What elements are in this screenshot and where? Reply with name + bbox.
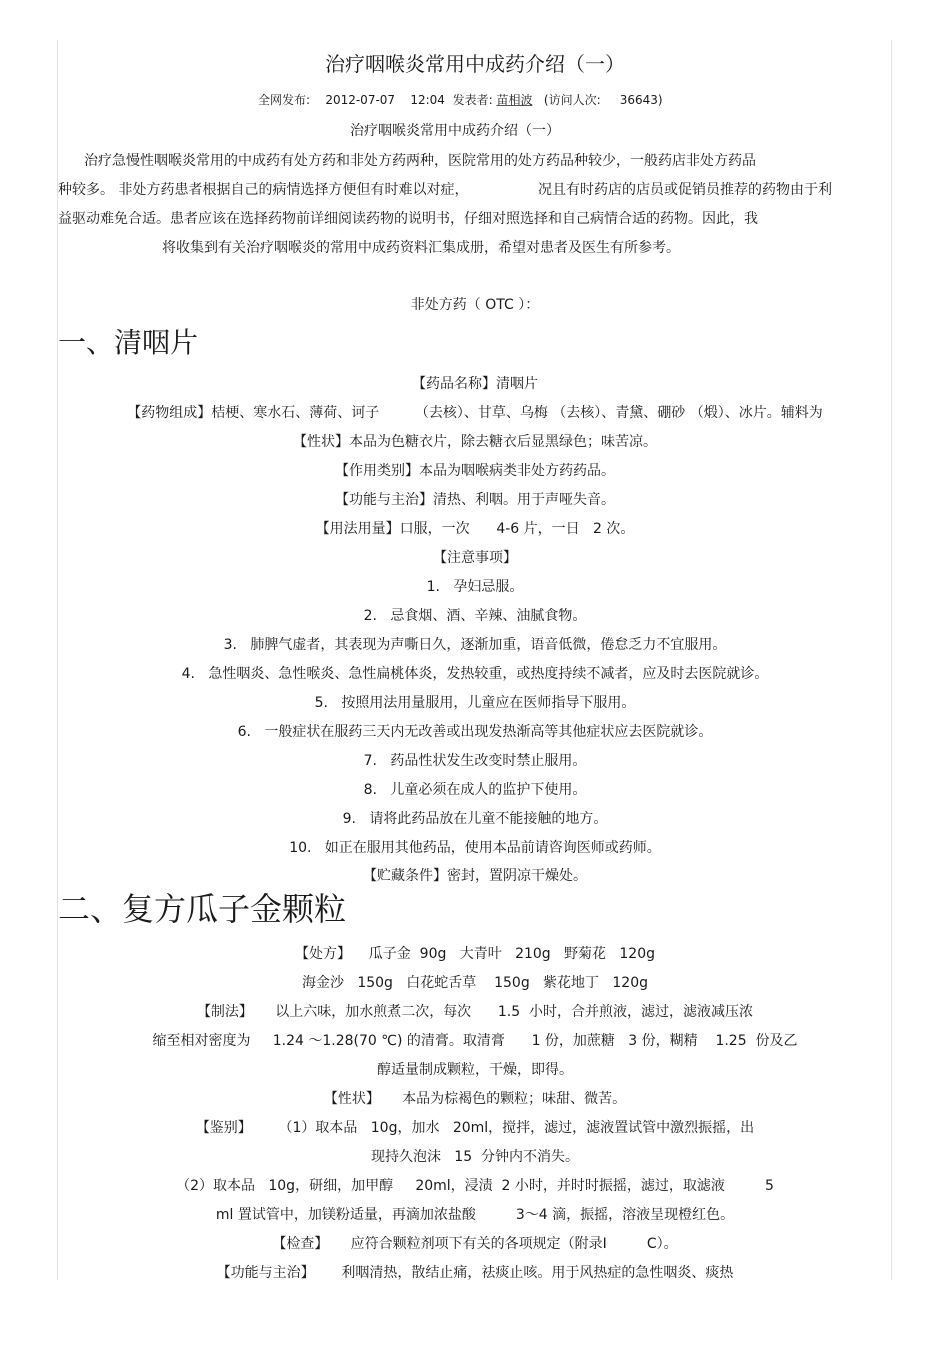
note-item: 9. 请将此药品放在儿童不能接触的地方。 (342, 811, 608, 827)
section2-line: 海金沙 150g 白花蛇舌草 150g 紫花地丁 120g (301, 975, 649, 991)
section2-line: 现持久泡沫 15 分钟内不消失。 (370, 1149, 580, 1165)
section2-line: 【性状】 本品为棕褐色的颗粒；味甜、微苦。 (323, 1091, 627, 1107)
section2-line: 缩至相对密度为 1.24 ～1.28(70 ℃) 的清膏。取清膏 1 份，加蔗糖 3 份，糊精 1.25 份及乙 (152, 1033, 798, 1049)
intro-line-2a: 种较多。 非处方药患者根据自己的病情选择方便但有时难以对症， (58, 182, 469, 198)
author-link[interactable]: 苗相波 (496, 93, 533, 107)
note-item: 5. 按照用法用量服用，儿童应在医师指导下服用。 (314, 695, 636, 711)
section1-heading: 一、清咽片 (58, 326, 199, 359)
article-meta (258, 92, 663, 108)
section2-heading: 二、复方瓜子金颗粒 (58, 890, 347, 928)
intro-line-4: 将收集到有关治疗咽喉炎的常用中成药资料汇集成册，希望对患者及医生有所参考。 (162, 240, 680, 256)
drug-function: 【功能与主治】清热、利咽。用于声哑失音。 (335, 492, 615, 508)
section2-line: 【功能与主治】 利咽清热，散结止痛，祛痰止咳。用于风热症的急性咽炎、痰热 (216, 1265, 734, 1281)
note-item: 7. 药品性状发生改变时禁止服用。 (363, 753, 587, 769)
notes-title: 【注意事项】 (433, 550, 517, 566)
note-item: 8. 儿童必须在成人的监护下使用。 (363, 782, 587, 798)
note-item: 4. 急性咽炎、急性喉炎、急性扁桃体炎，发热较重，或热度持续不减者，应及时去医院就诊。 (181, 666, 769, 682)
drug-category: 【作用类别】本品为咽喉病类非处方药药品。 (335, 463, 615, 479)
intro-line-3: 益驱动难免合适。患者应该在选择药物前详细阅读药物的说明书，仔细对照选择和自己病情合适的药物。因此，我 (58, 211, 758, 227)
note-item: 6. 一般症状在服药三天内无改善或出现发热渐高等其他症状应去医院就诊。 (237, 724, 713, 740)
article-subtitle: 治疗咽喉炎常用中成药介绍（一） (350, 123, 560, 139)
drug-usage: 【用法用量】口服，一次 4-6 片，一日 2 次。 (315, 521, 635, 537)
author-label: 发表者: (452, 93, 493, 107)
visit-count: (访问人次: 36643) (543, 93, 663, 107)
drug-property: 【性状】本品为色糖衣片，除去糖衣后显黑绿色；味苦凉。 (293, 434, 657, 450)
section2-line: ml 置试管中，加镁粉适量，再滴加浓盐酸 3～4 滴，振摇，溶液呈现橙红色。 (215, 1207, 735, 1223)
publish-date: 2012-07-07 (325, 93, 396, 107)
section2-line: 【鉴别】 （1）取本品 10g，加水 20ml，搅拌，滤过，滤液置试管中激烈振摇，出 (195, 1120, 755, 1136)
note-item: 3. 肺脾气虚者，其表现为声嘶日久，逐渐加重，语音低微，倦怠乏力不宜服用。 (223, 637, 727, 653)
page-title: 治疗咽喉炎常用中成药介绍（一） (325, 52, 625, 76)
publish-time: 12:04 (410, 93, 445, 107)
note-item: 1. 孕妇忌服。 (426, 579, 524, 595)
intro-line-2b: 况且有时药店的店员或促销员推荐的药物由于利 (538, 182, 832, 198)
otc-label: 非处方药（ OTC ）： (410, 297, 540, 313)
intro-line-1: 治疗急慢性咽喉炎常用的中成药有处方药和非处方药两种，医院常用的处方药品种较少，一般药店非处方药品 (84, 153, 756, 169)
section2-line: 【制法】 以上六味，加水煎煮二次，每次 1.5 小时，合并煎液，滤过，滤液减压浓 (196, 1004, 754, 1020)
note-item: 2. 忌食烟、酒、辛辣、油腻食物。 (363, 608, 587, 624)
section2-line: 【检查】 应符合颗粒剂项下有关的各项规定（附录Ⅰ C）。 (272, 1236, 678, 1252)
note-item: 10. 如正在服用其他药品，使用本品前请咨询医师或药师。 (289, 840, 661, 856)
section2-line: （2）取本品 10g，研细，加甲醇 20ml，浸渍 2 小时，并时时振摇，滤过，取滤液 5 (176, 1178, 774, 1194)
storage-conditions: 【贮藏条件】密封，置阴凉干燥处。 (363, 868, 587, 884)
section2-line: 【处方】 瓜子金 90g 大青叶 210g 野菊花 120g (294, 946, 656, 962)
drug-composition: 【药物组成】桔梗、寒水石、薄荷、诃子 （去核）、甘草、乌梅 （去核）、青黛、硼砂 （煅）、冰片。辅料为 (127, 405, 823, 421)
section2-line: 醇适量制成颗粒，干燥，即得。 (377, 1062, 573, 1078)
meta-prefix: 全网发布: (258, 93, 311, 107)
drug-name: 【药品名称】清咽片 (412, 376, 538, 392)
